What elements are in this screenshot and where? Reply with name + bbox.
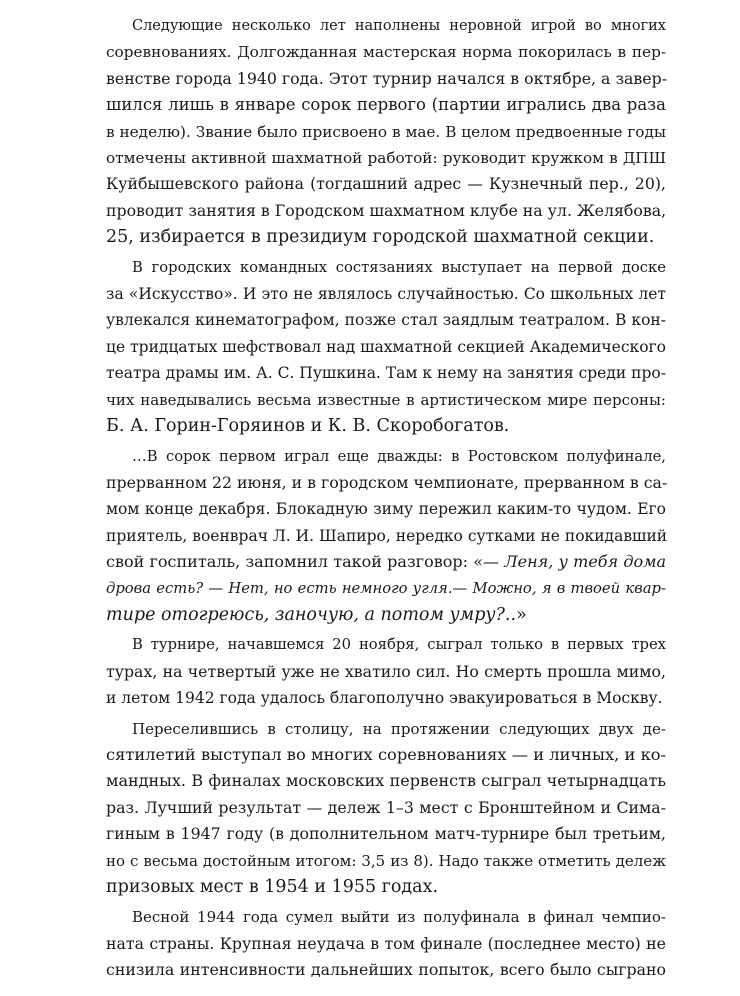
text-line: В городских командных состязаниях выступает на первой доске — [132, 258, 666, 276]
quoted-dialogue: тире отогреюсь, заночую, а потом умру?.. — [106, 604, 517, 625]
text-line-italic — [80, 576, 666, 602]
paragraph-national-final — [80, 904, 666, 983]
text-line: снизила интенсивности дальнейших попыток, всего было сыграно — [106, 960, 666, 980]
text-segment: свой госпиталь, запомнил такой разговор: «— — [106, 552, 505, 572]
text-line-italic — [80, 602, 666, 628]
text-line: …В сорок первом играл еще дважды: в Ростовском полуфинале, — [132, 447, 666, 465]
paragraph-blockade — [80, 444, 666, 629]
closing-quote: » — [516, 604, 527, 625]
text-line: и летом 1942 года удалось благополучно эвакуироваться в Москву. — [106, 689, 663, 708]
text-line: Переселившись в столицу, на протяжении следующих двух де- — [132, 719, 666, 738]
text-line: увлекался кинематографом, позже стал заядлым театралом. В кон- — [106, 311, 666, 330]
text-line: ната страны. Крупная неудача в том финале (последнее место) не — [106, 933, 666, 953]
text-line: Следующие несколько лет наполнены неровной игрой во многих — [132, 18, 666, 34]
text-line: соревнованиях. Долгожданная мастерская норма покорилась в пер- — [106, 43, 666, 62]
quoted-dialogue: дрова есть? — Нет, но есть немного угля.— Можно, я в твоей квар- — [106, 579, 666, 597]
text-line: гиным в 1947 году (в дополнительном матч-турнире был третьим, — [106, 824, 666, 844]
text-line: сятилетий выступал во многих соревнованиях — и личных, и ко- — [106, 744, 666, 764]
text-line: отмечены активной шахматной работой: руководит кружком в ДПШ — [106, 149, 666, 168]
text-line: шился лишь в январе сорок первого (партии игрались два раза — [106, 95, 666, 115]
paragraph-team-competitions — [80, 255, 666, 440]
text-line: мом конце декабря. Блокадную зиму пережил каким-то чудом. Его — [106, 500, 666, 519]
text-line: це тридцатых шефствовал над шахматной секцией Академического — [106, 337, 666, 356]
text-line: призовых мест в 1954 и 1955 годах. — [106, 877, 439, 897]
quoted-dialogue: Леня, у тебя дома — [504, 552, 666, 572]
text-line: за «Искусство». И это не являлось случайностью. Со школьных лет — [106, 285, 666, 304]
text-line: но с весьма достойным итогом: 3,5 из 8). Надо также отметить дележ — [106, 851, 666, 870]
text-line: прерванном 22 июня, и в городском чемпионате, прерванном в са- — [106, 472, 668, 492]
text-line: раз. Лучший результат — дележ 1–3 мест с Бронштейном и Сима- — [106, 797, 666, 817]
paragraph-prewar-years — [80, 13, 666, 251]
paragraph-evacuation — [80, 632, 666, 711]
document-page — [80, 13, 666, 984]
text-line: в неделю). Звание было присвоено в мае. В целом предвоенные годы — [106, 122, 666, 141]
text-line: приятель, военврач Л. И. Шапиро, нередко сутками не покидавший — [106, 526, 668, 545]
text-line: турах, на четвертый уже не хватило сил. Но смерть прошла мимо, — [106, 661, 666, 681]
text-line: Куйбышевского района (тогдашний адрес — Кузнечный пер., 20), — [106, 174, 666, 194]
text-line: Весной 1944 года сумел выйти из полуфинала в финал чемпио- — [132, 908, 666, 927]
text-line-with-quote — [80, 549, 666, 575]
paragraph-moscow — [80, 716, 666, 901]
text-line: Б. А. Горин-Горяинов и К. В. Скоробогатов. — [106, 416, 510, 437]
text-line: чих наведывались весьма известные в артистическом мире персоны: — [106, 390, 666, 409]
text-line: мандных. В финалах московских первенств сыграл четырнадцать — [106, 771, 666, 791]
text-line: В турнире, начавшемся 20 ноября, сыграл только в первых трех — [132, 636, 666, 654]
text-line: театра драмы им. А. С. Пушкина. Там к нему на занятия среди про- — [106, 364, 666, 383]
text-line: венстве города 1940 года. Этот турнир начался в октябре, а завер- — [106, 68, 668, 88]
text-line: 25, избирается в президиум городской шахматной секции. — [106, 227, 655, 248]
text-line: проводит занятия в Городском шахматном клубе на ул. Желябова, — [106, 200, 667, 220]
